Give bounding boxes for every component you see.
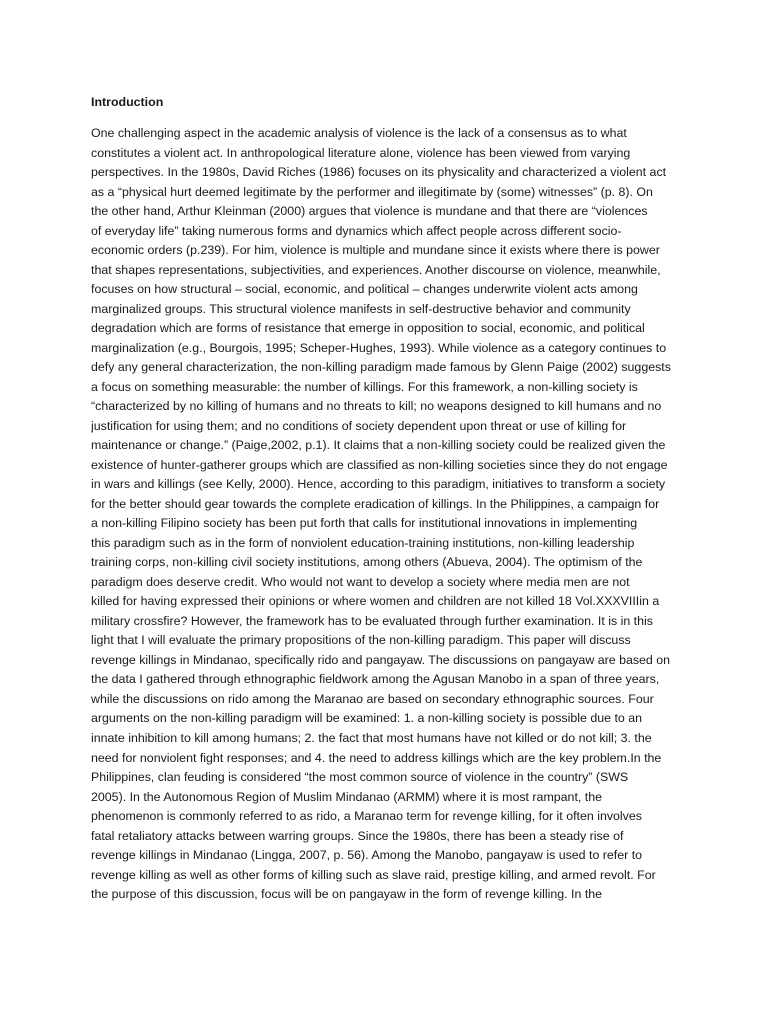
text-line: training corps, non-killing civil society institutions, among others (Abueva, 2004). The optimism of the <box>91 555 643 570</box>
text-line: perspectives. In the 1980s, David Riches (1986) focuses on its physicality and characterized a violent act <box>91 165 667 180</box>
body-paragraph <box>91 124 691 905</box>
text-line: need for nonviolent fight responses; and 4. the need to address killings which are the key problem.In the <box>91 750 662 765</box>
text-line: a non-killing Filipino society has been put forth that calls for institutional innovations in implementing <box>91 516 638 531</box>
text-line: paradigm does deserve credit. Who would not want to develop a society where media men are not <box>91 574 630 589</box>
text-line: this paradigm such as in the form of nonviolent education-training institutions, non-killing leadership <box>91 535 635 550</box>
text-line: innate inhibition to kill among humans; 2. the fact that most humans have not killed or do not kill; 3. the <box>91 730 652 745</box>
text-line: 2005). In the Autonomous Region of Muslim Mindanao (ARMM) where it is most rampant, the <box>91 789 602 804</box>
text-line: the data I gathered through ethnographic fieldwork among the Agusan Manobo in a span of three years, <box>91 672 660 687</box>
text-line: the purpose of this discussion, focus will be on pangayaw in the form of revenge killing. In the <box>91 887 603 902</box>
text-line: degradation which are forms of resistance that emerge in opposition to social, economic, and political <box>91 321 645 336</box>
text-line: the other hand, Arthur Kleinman (2000) argues that violence is mundane and that there are “violences <box>91 204 648 219</box>
text-line: while the discussions on rido among the Maranao are based on secondary ethnographic sources. Four <box>91 691 654 706</box>
section-heading: Introduction <box>91 95 164 109</box>
text-line: One challenging aspect in the academic analysis of violence is the lack of a consensus as to what <box>91 126 627 140</box>
text-line: marginalization (e.g., Bourgois, 1995; Scheper-Hughes, 1993). While violence as a category continues to <box>91 340 667 355</box>
text-line: maintenance or change.” (Paige,2002, p.1). It claims that a non-killing society could be realized given the <box>91 438 666 453</box>
text-line: as a “physical hurt deemed legitimate by the performer and illegitimate by (some) witnesses” (p. 8). On <box>91 184 653 199</box>
text-line: light that I will evaluate the primary propositions of the non-killing paradigm. This paper will discuss <box>91 633 631 648</box>
text-line: existence of hunter-gatherer groups which are classified as non-killing societies since they do not engage <box>91 457 668 472</box>
text-line: killed for having expressed their opinions or where women and children are not killed 18 Vol.XXXVIIIin a <box>91 594 660 609</box>
text-line: revenge killings in Mindanao (Lingga, 2007, p. 56). Among the Manobo, pangayaw is used to refer to <box>91 848 643 863</box>
text-line: focuses on how structural – social, economic, and political – changes underwrite violent acts among <box>91 282 638 297</box>
text-line: in wars and killings (see Kelly, 2000). Hence, according to this paradigm, initiatives to transform a society <box>91 477 666 492</box>
text-line: phenomenon is commonly referred to as rido, a Maranao term for revenge killing, for it often involves <box>91 809 642 824</box>
text-line: arguments on the non-killing paradigm will be examined: 1. a non-killing society is possible due to an <box>91 711 643 726</box>
text-line: revenge killings in Mindanao, specifically rido and pangayaw. The discussions on pangayaw are based on <box>91 652 671 667</box>
text-line: marginalized groups. This structural violence manifests in self-destructive behavior and community <box>91 301 631 316</box>
text-line: of everyday life” taking numerous forms and dynamics which affect people across different socio- <box>91 223 622 238</box>
text-line: military crossfire? However, the framework has to be evaluated through further examination. It is in this <box>91 613 653 628</box>
text-line: for the better should gear towards the complete eradication of killings. In the Philippines, a campaign for <box>91 496 660 511</box>
text-line: defy any general characterization, the non-killing paradigm made famous by Glenn Paige (2002) suggests <box>91 360 671 375</box>
text-line: Philippines, clan feuding is considered “the most common source of violence in the country” (SWS <box>91 770 629 785</box>
text-line: that shapes representations, subjectivities, and experiences. Another discourse on violence, meanwhile, <box>91 262 661 277</box>
text-line: economic orders (p.239). For him, violence is multiple and mundane since it exists where there is power <box>91 243 660 258</box>
text-line: constitutes a violent act. In anthropological literature alone, violence has been viewed from varying <box>91 145 631 160</box>
text-line: fatal retaliatory attacks between warring groups. Since the 1980s, there has been a steady rise of <box>91 828 624 843</box>
text-line: a focus on something measurable: the number of killings. For this framework, a non-killing society is <box>91 379 638 394</box>
text-line: justification for using them; and no conditions of society dependent upon threat or use of killing for <box>91 418 627 433</box>
text-line: revenge killing as well as other forms of killing such as slave raid, prestige killing, and armed revolt. For <box>91 867 656 882</box>
text-line: “characterized by no killing of humans and no threats to kill; no weapons designed to kill humans and no <box>91 399 662 414</box>
